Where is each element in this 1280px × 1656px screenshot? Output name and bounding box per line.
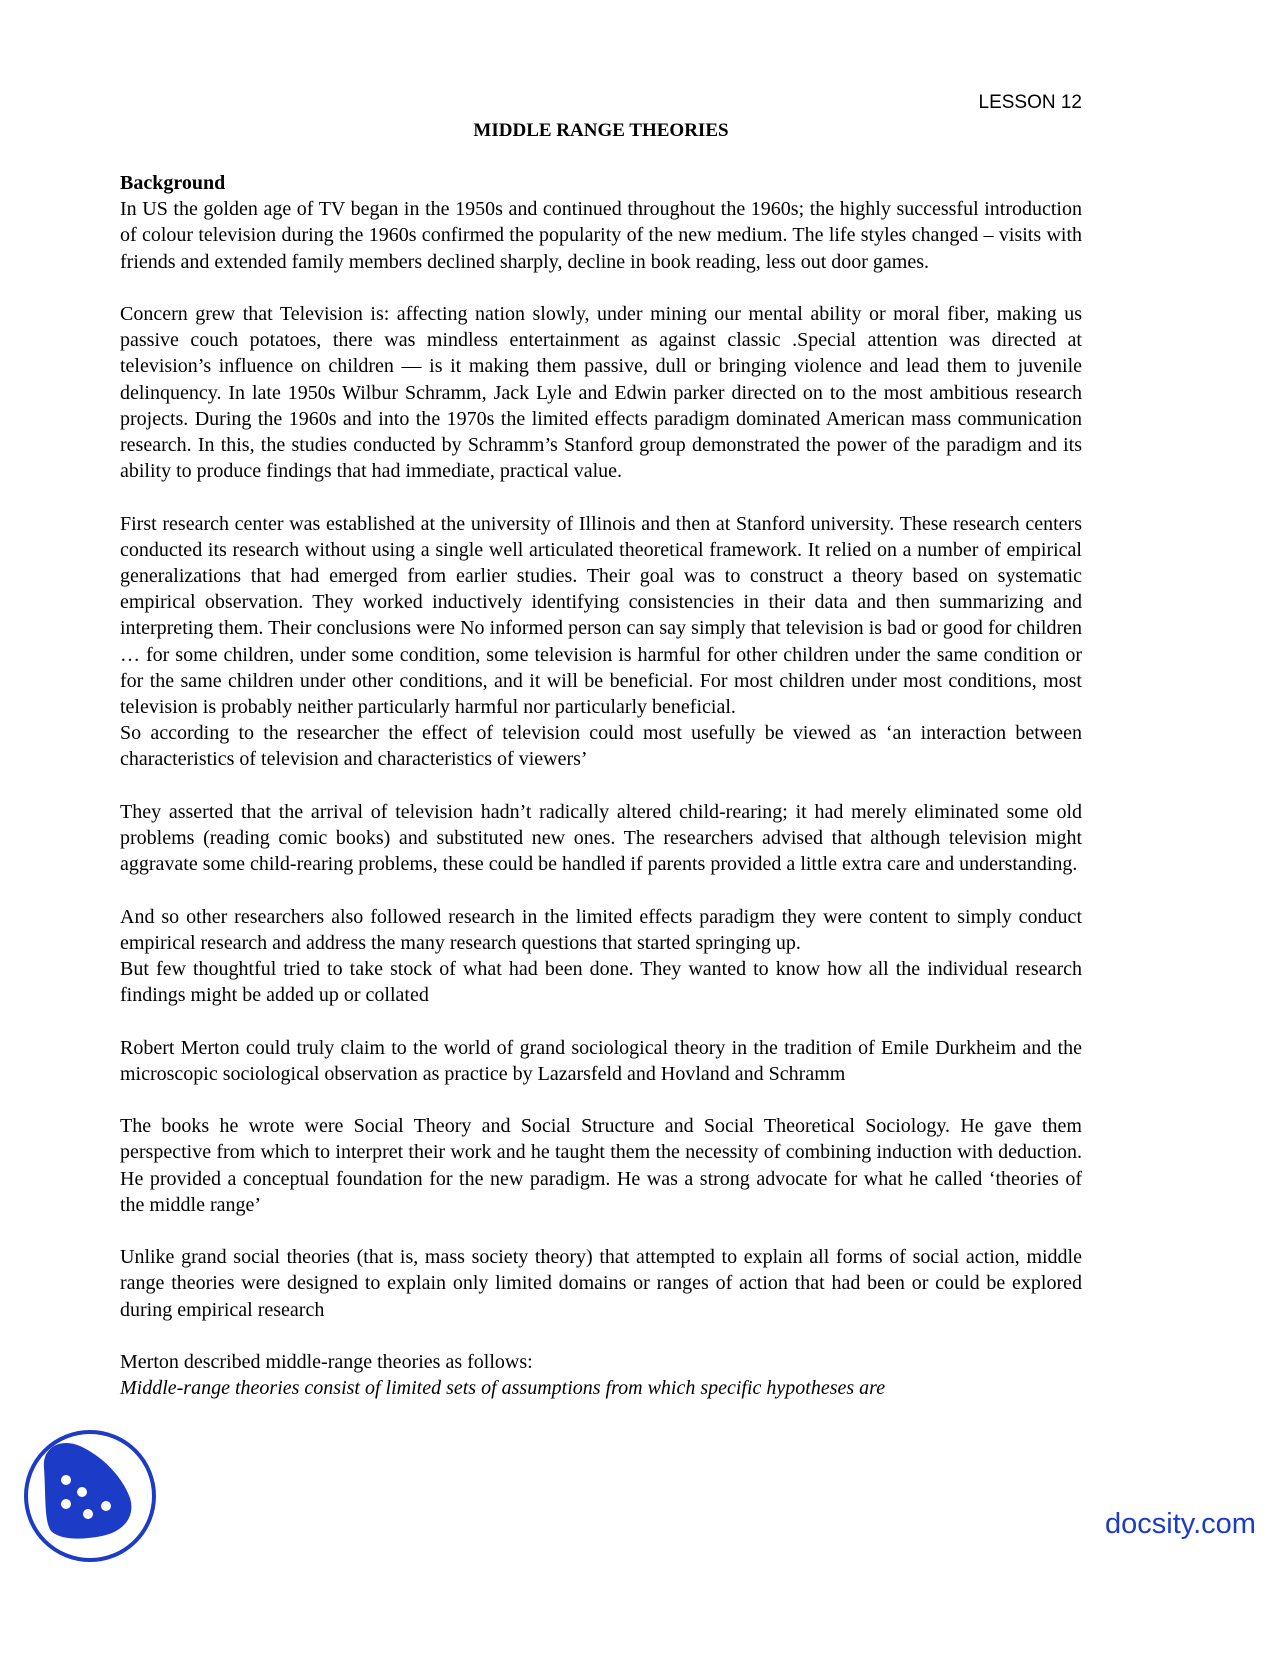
section-heading: Background [120, 172, 226, 194]
page-title: MIDDLE RANGE THEORIES [473, 120, 729, 141]
docsity-watermark[interactable]: docsity.com [1105, 1508, 1256, 1540]
paragraph: Unlike grand social theories (that is, mass society theory) that attempted to explain all forms of social action, middle range theories were designed to explain only limited domains or ranges of action that had been or could be explored during empirical research [120, 1246, 1082, 1321]
paragraph: Concern grew that Television is: affecting nation slowly, under mining our mental ability or moral fiber, making us passive couch potatoes, there was mindless entertainment as against classic .Special attention was directed at television’s influence on children — is it making them passive, dull or bringing violence and lead them to juvenile delinquency. In late 1950s Wilbur Schramm, Jack Lyle and Edwin parker directed on to the most ambitious research projects. During the 1960s and into the 1970s the limited effects paradigm dominated American mass communication research. In this, the studies conducted by Schramm’s Stanford group demonstrated the power of the paradigm and its ability to produce findings that had immediate, practical value. [120, 303, 1082, 483]
paragraph: The books he wrote were Social Theory and Social Structure and Social Theoretical Sociology. He gave them perspective from which to interpret their work and he taught them the necessity of combining induction with deduction. He provided a conceptual foundation for the new paradigm. He was a strong advocate for what he called ‘theories of the middle range’ [120, 1115, 1082, 1216]
lesson-number: LESSON 12 [978, 92, 1082, 113]
paragraph: First research center was established at the university of Illinois and then at Stanford university. These research centers conducted its research without using a single well articulated theoretical framework. It relied on a number of empirical generalizations that had emerged from earlier studies. Their goal was to construct a theory based on systematic empirical observation. They worked inductively identifying consistencies in their data and then summarizing and interpreting them. Their conclusions were No informed person can say simply that television is bad or good for children … for some children, under some condition, some television is harmful for other children under the same condition or for the same children under other conditions, and it will be beneficial. For most children under most conditions, most television is probably neither particularly harmful nor particularly beneficial. [120, 512, 1082, 719]
docsity-logo-icon [22, 1428, 158, 1564]
paragraph: Merton described middle-range theories as follows: [120, 1351, 533, 1374]
paragraph: And so other researchers also followed research in the limited effects paradigm they were content to simply conduct empirical research and address the many research questions that started springing up. [120, 905, 1082, 954]
paragraph: Robert Merton could truly claim to the world of grand sociological theory in the tradition of Emile Durkheim and the microscopic sociological observation as practice by Lazarsfeld and Hovland and Schramm [120, 1036, 1082, 1085]
paragraph: They asserted that the arrival of television hadn’t radically altered child-rearing; it had merely eliminated some old problems (reading comic books) and substituted new ones. The researchers advised that although television might aggravate some child-rearing problems, these could be handled if parents provided a little extra care and understanding. [120, 800, 1082, 876]
document-body [120, 170, 1082, 1401]
paragraph: In US the golden age of TV began in the 1950s and continued throughout the 1960s; the highly successful introduction of colour television during the 1960s confirmed the popularity of the new medium. The life styles changed – visits with friends and extended family members declined sharply, decline in book reading, less out door games. [120, 198, 1082, 273]
paragraph: So according to the researcher the effect of television could most usefully be viewed as ‘an interaction between characteristics of television and characteristics of viewers’ [120, 722, 1082, 771]
paragraph: But few thoughtful tried to take stock of what had been done. They wanted to know how all the individual research findings might be added up or collated [120, 958, 1082, 1007]
quoted-definition: Middle-range theories consist of limited sets of assumptions from which specific hypotheses are [120, 1377, 886, 1400]
